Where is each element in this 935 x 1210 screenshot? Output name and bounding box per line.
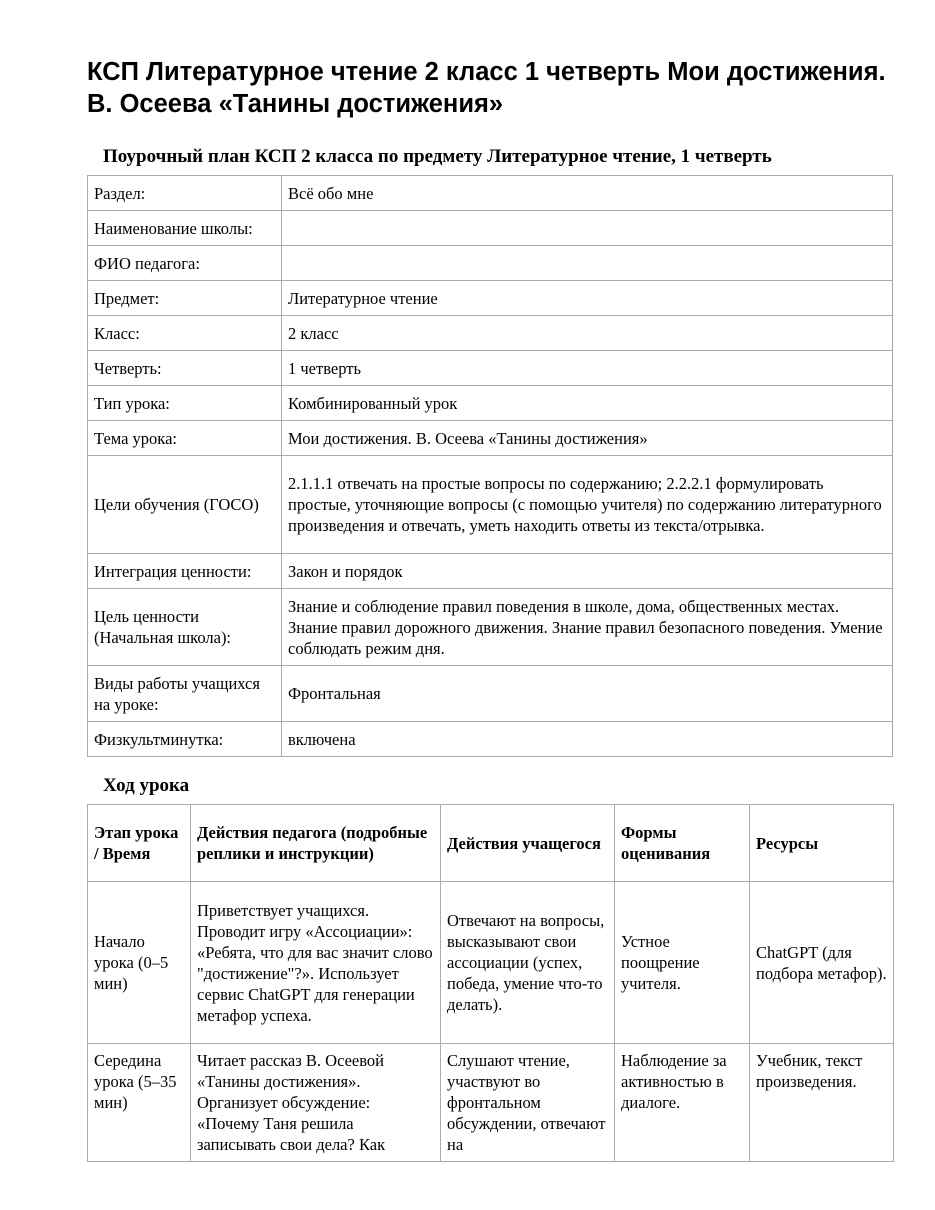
plan-key-quarter: Четверть: [88, 351, 282, 386]
plan-key-grade: Класс: [88, 316, 282, 351]
cell-student-actions: Слушают чтение, участвуют во фронтальном обсуждении, отвечают на [441, 1044, 615, 1162]
cell-assessment: Устное поощрение учителя. [615, 882, 750, 1044]
plan-value-teacher [282, 246, 893, 281]
table-row [88, 589, 893, 666]
table-row [88, 316, 893, 351]
plan-key-subject: Предмет: [88, 281, 282, 316]
table-row [88, 351, 893, 386]
cell-teacher-actions: Приветствует учащихся. Проводит игру «Ассоциации»: «Ребята, что для вас значит слово "достижение"?». Использует сервис ChatGPT для генерации метафор успеха. [191, 882, 441, 1044]
lesson-plan-table [87, 175, 893, 757]
table-row [88, 246, 893, 281]
plan-heading: Поурочный план КСП 2 класса по предмету Литературное чтение, 1 четверть [103, 146, 772, 167]
plan-key-school: Наименование школы: [88, 211, 282, 246]
plan-value-school [282, 211, 893, 246]
cell-stage: Начало урока (0–5 мин) [88, 882, 191, 1044]
lesson-course-heading: Ход урока [103, 775, 190, 796]
plan-key-topic: Тема урока: [88, 421, 282, 456]
table-row [88, 386, 893, 421]
column-header-stage: Этап урока / Время [88, 805, 191, 882]
plan-value-value-goal: Знание и соблюдение правил поведения в школе, дома, общественных местах. Знание правил дорожного движения. Знание правил безопасного поведения. Умение соблюдать режим дня. [282, 589, 893, 666]
cell-teacher-actions: Читает рассказ В. Осеевой «Танины достижения». Организует обсуждение: «Почему Таня решила записывать свои дела? Как [191, 1044, 441, 1162]
plan-value-physical-break: включена [282, 722, 893, 757]
cell-stage: Середина урока (5–35 мин) [88, 1044, 191, 1162]
plan-key-value-integration: Интеграция ценности: [88, 554, 282, 589]
document-title: КСП Литературное чтение 2 класс 1 четверть Мои достижения. В. Осеева «Танины достижения» [87, 58, 886, 118]
plan-key-work-types: Виды работы учащихся на уроке: [88, 666, 282, 722]
table-row [88, 421, 893, 456]
plan-key-goals: Цели обучения (ГОСО) [88, 456, 282, 554]
plan-key-lesson-type: Тип урока: [88, 386, 282, 421]
table-row [88, 1044, 894, 1162]
plan-key-physical-break: Физкультминутка: [88, 722, 282, 757]
cell-resources: ChatGPT (для подбора метафор). [750, 882, 894, 1044]
plan-value-lesson-type: Комбинированный урок [282, 386, 893, 421]
plan-value-goals: 2.1.1.1 отвечать на простые вопросы по содержанию; 2.2.2.1 формулировать простые, уточняющие вопросы (с помощью учителя) по содержанию литературного произведения и отвечать, уметь находить ответы из текста/отрывка. [282, 456, 893, 554]
plan-value-quarter: 1 четверть [282, 351, 893, 386]
table-row [88, 456, 893, 554]
column-header-resources: Ресурсы [750, 805, 894, 882]
table-row [88, 666, 893, 722]
table-row [88, 211, 893, 246]
column-header-student-actions: Действия учащегося [441, 805, 615, 882]
plan-value-subject: Литературное чтение [282, 281, 893, 316]
table-row [88, 176, 893, 211]
table-row [88, 882, 894, 1044]
plan-key-value-goal: Цель ценности (Начальная школа): [88, 589, 282, 666]
column-header-teacher-actions: Действия педагога (подробные реплики и инструкции) [191, 805, 441, 882]
lesson-course-table [87, 804, 894, 1162]
plan-value-value-integration: Закон и порядок [282, 554, 893, 589]
table-header-row [88, 805, 894, 882]
plan-value-work-types: Фронтальная [282, 666, 893, 722]
table-row [88, 722, 893, 757]
plan-key-section: Раздел: [88, 176, 282, 211]
column-header-assessment: Формы оценивания [615, 805, 750, 882]
table-row [88, 554, 893, 589]
plan-key-teacher: ФИО педагога: [88, 246, 282, 281]
cell-assessment: Наблюдение за активностью в диалоге. [615, 1044, 750, 1162]
document-page [87, 56, 893, 1162]
cell-resources: Учебник, текст произведения. [750, 1044, 894, 1162]
cell-student-actions: Отвечают на вопросы, высказывают свои ассоциации (успех, победа, умение что-то делать). [441, 882, 615, 1044]
plan-value-section: Всё обо мне [282, 176, 893, 211]
plan-value-topic: Мои достижения. В. Осеева «Танины достижения» [282, 421, 893, 456]
table-row [88, 281, 893, 316]
plan-value-grade: 2 класс [282, 316, 893, 351]
